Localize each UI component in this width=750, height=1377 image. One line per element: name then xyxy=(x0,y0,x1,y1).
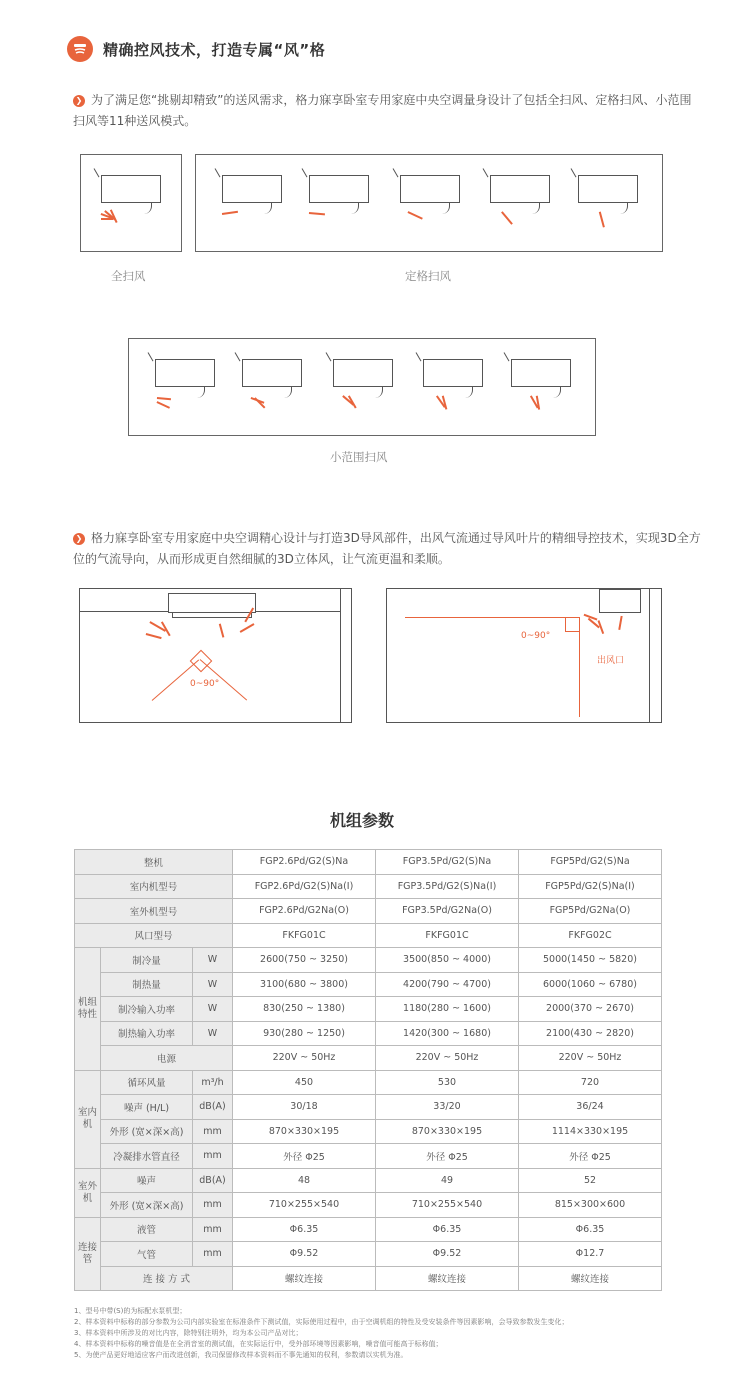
chevron-right-icon: ❯ xyxy=(73,95,85,107)
spec-notes: 1、型号中带(S)的为标配水泵机型； 2、样本资料中标称的部分参数为公司内部实验室在标准条件下测试值，实际使用过程中，由于空调机组的特性及受安装条件等因素影响，会导致参数发生变化； 3、样本资料中所涉及的对比内容，除特别注明外，均为本公司产品对比； 4、样本资料中标称的噪音值是在全消音室的测试值，在实际运行中，受外部环境等因素影响，噪音值可能高于标称值； 5、为使产品更好地适应客户而改进创新，我司保留修改样本资料而不事先通知的权利，参数请以实机为准。 xyxy=(74,1307,569,1359)
table-row: 气管 mm Φ9.52 Φ9.52 Φ12.7 xyxy=(75,1242,662,1267)
3d-airflow-paragraph: ❯ 格力寐享卧室专用家庭中央空调精心设计与打造3D导风部件，出风气流通过导风叶片的精细导控技术，实现3D全方位的气流导向，从而形成更自然细腻的3D立体风，让气流更温和柔顺。 xyxy=(73,531,701,566)
spec-title: 机组参数 xyxy=(330,811,395,830)
caption-full-swing: 全扫风 xyxy=(111,269,146,283)
table-row: 冷凝排水管直径 mm 外径 Φ25 外径 Φ25 外径 Φ25 xyxy=(75,1144,662,1169)
section-title: 精确控风技术，打造专属“风”格 xyxy=(103,41,326,59)
table-row: 整机 FGP2.6Pd/G2(S)Na FGP3.5Pd/G2(S)Na FGP5Pd/G2(S)Na xyxy=(75,850,662,875)
table-row: 制热量 W 3100(680 ~ 3800) 4200(790 ~ 4700) 6000(1060 ~ 6780) xyxy=(75,972,662,997)
table-row: 制热输入功率 W 930(280 ~ 1250) 1420(300 ~ 1680) 2100(430 ~ 2820) xyxy=(75,1021,662,1046)
wind-icon xyxy=(67,36,93,62)
table-row: 外形 (宽×深×高) mm 710×255×540 710×255×540 815×300×600 xyxy=(75,1193,662,1218)
angle-label-right: 0~90° xyxy=(521,631,551,641)
section-icon xyxy=(67,36,93,62)
intro-paragraph: ❯ 为了满足您“挑剔却精致”的送风需求，格力寐享卧室专用家庭中央空调量身设计了包括全扫风、定格扫风、小范围扫风等11种送风模式。 xyxy=(73,93,692,128)
table-row: 外形 (宽×深×高) mm 870×330×195 870×330×195 1114×330×195 xyxy=(75,1119,662,1144)
table-row: 室内机 循环风量 m³/h 450 530 720 xyxy=(75,1070,662,1095)
diagram-ceiling-3d xyxy=(79,588,352,723)
table-row: 室外机 噪声 dB(A) 48 49 52 xyxy=(75,1168,662,1193)
chevron-right-icon: ❯ xyxy=(73,533,85,545)
table-row: 风口型号 FKFG01C FKFG01C FKFG02C xyxy=(75,923,662,948)
table-row: 连 接 方 式 螺纹连接 螺纹连接 螺纹连接 xyxy=(75,1266,662,1291)
table-row: 机组特性 制冷量 W 2600(750 ~ 3250) 3500(850 ~ 4000) 5000(1450 ~ 5820) xyxy=(75,948,662,973)
outlet-label: 出风口 xyxy=(597,656,625,666)
table-row: 连接管 液管 mm Φ6.35 Φ6.35 Φ6.35 xyxy=(75,1217,662,1242)
diagram-small-swing xyxy=(128,338,596,436)
spec-table xyxy=(74,849,662,1291)
caption-small-swing: 小范围扫风 xyxy=(330,450,388,464)
table-row: 制冷输入功率 W 830(250 ~ 1380) 1180(280 ~ 1600) 2000(370 ~ 2670) xyxy=(75,997,662,1022)
angle-label-left: 0~90° xyxy=(190,679,220,689)
diagram-fixed-swing xyxy=(195,154,663,252)
table-row: 噪声 (H/L) dB(A) 30/18 33/20 36/24 xyxy=(75,1095,662,1120)
table-row: 室外机型号 FGP2.6Pd/G2Na(O) FGP3.5Pd/G2Na(O) FGP5Pd/G2Na(O) xyxy=(75,899,662,924)
diagram-wall-3d xyxy=(386,588,662,723)
table-row: 室内机型号 FGP2.6Pd/G2(S)Na(I) FGP3.5Pd/G2(S)Na(I) FGP5Pd/G2(S)Na(I) xyxy=(75,874,662,899)
table-row: 电源 220V ~ 50Hz 220V ~ 50Hz 220V ~ 50Hz xyxy=(75,1046,662,1071)
caption-fixed-swing: 定格扫风 xyxy=(405,269,451,283)
diagram-full-swing xyxy=(80,154,182,252)
